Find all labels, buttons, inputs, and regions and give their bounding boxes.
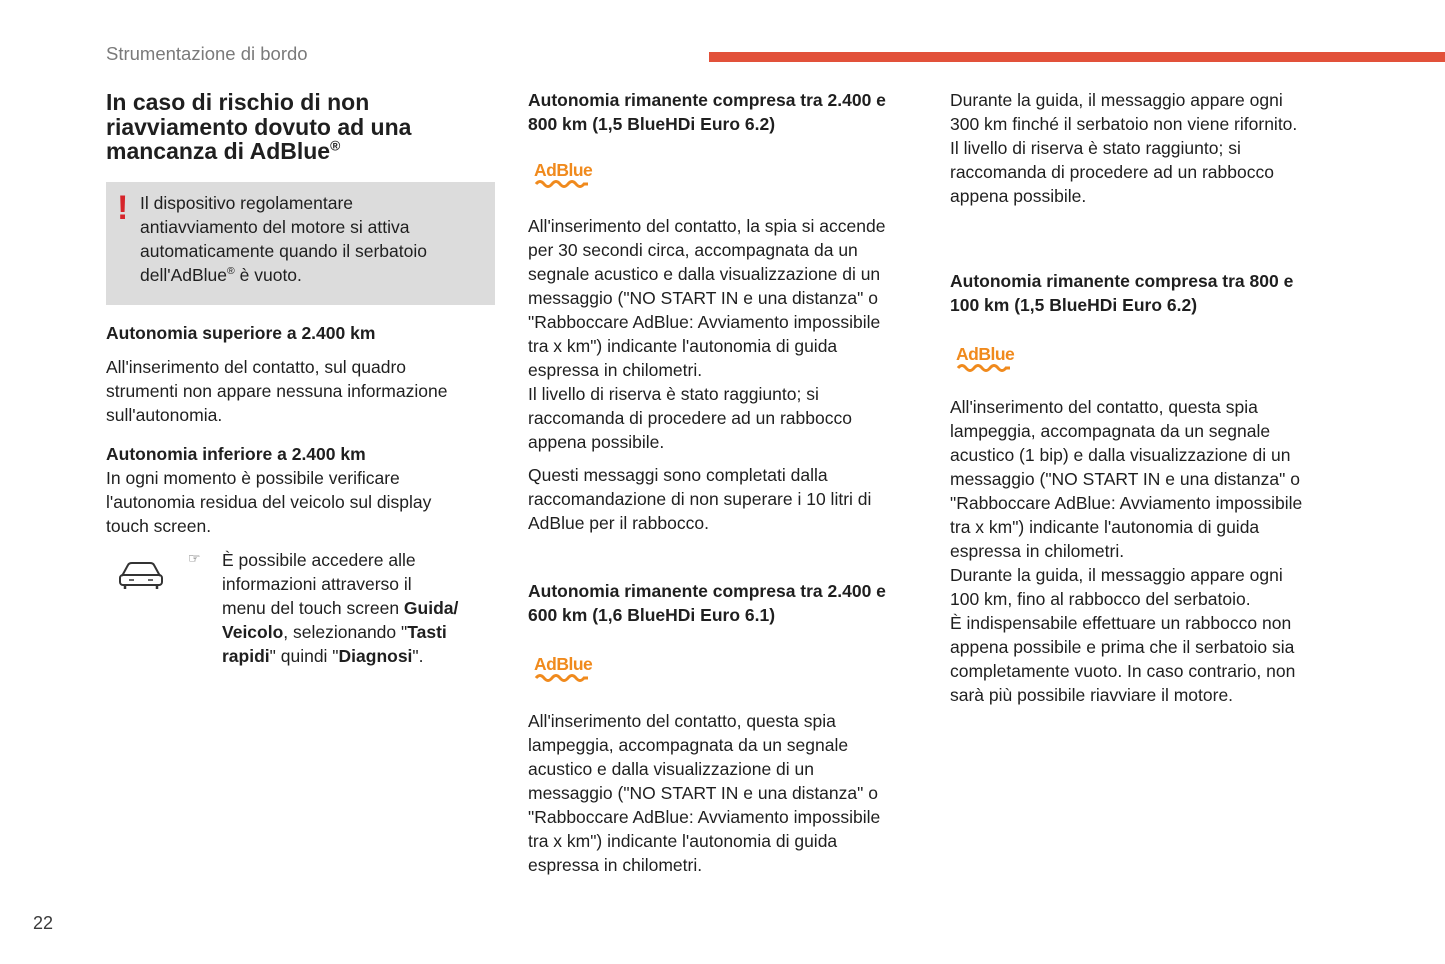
text-line: tra x km") indicante l'autonomia di guida (950, 517, 1260, 537)
text-line: In ogni momento è possibile verificare (106, 468, 400, 488)
text-line: segnale acustico e dalla visualizzazione di un (528, 264, 881, 284)
text-line: raccomanda di procedere ad un rabbocco (528, 408, 852, 428)
text-line: è vuoto. (234, 265, 302, 285)
heading-below-2400: Autonomia inferiore a 2.400 km (106, 444, 366, 464)
adblue-icon-label: AdBlue (534, 654, 593, 674)
paragraph-800-100 (950, 395, 1370, 707)
text-line: strumenti non appare nessuna informazione (106, 381, 448, 401)
text-line: 100 km, fino al rabbocco del serbatoio. (950, 589, 1251, 609)
text-line: Durante la guida, il messaggio appare ogni (950, 565, 1283, 585)
text-line: Il livello di riserva è stato raggiunto; si (950, 138, 1241, 158)
section-header: Strumentazione di bordo (106, 43, 308, 64)
text-line: dell'AdBlue (140, 265, 228, 285)
text-line: All'inserimento del contatto, la spia si accende (528, 216, 886, 236)
text-line: "Rabboccare AdBlue: Avviamento impossibile (528, 312, 881, 332)
text-line: "Rabboccare AdBlue: Avviamento impossibile (528, 807, 881, 827)
registered-mark: ® (330, 138, 341, 154)
adblue-icon-label: AdBlue (534, 160, 593, 180)
paragraph-2400-600 (528, 709, 928, 877)
text-line: informazioni attraverso il (222, 574, 412, 594)
text-line: automaticamente quando il serbatoio (140, 241, 427, 261)
title-line: mancanza di AdBlue (106, 138, 331, 164)
menu-path-text: Veicolo (222, 622, 284, 642)
text-line: sarà più possibile riavviare il motore. (950, 685, 1234, 705)
adblue-warning-icon (534, 654, 598, 688)
warning-icon: ! (117, 189, 129, 227)
text-line: All'inserimento del contatto, sul quadro (106, 357, 407, 377)
text-line: raccomandazione di non superare i 10 litri di (528, 489, 872, 509)
text-line: messaggio ("NO START IN e una distanza" o (528, 783, 878, 803)
menu-path-text: rapidi (222, 646, 270, 666)
menu-path-text: Diagnosi (338, 646, 413, 666)
text-line: Autonomia rimanente compresa tra 2.400 e (528, 90, 886, 110)
text-line: acustico (1 bip) e dalla visualizzazione di un (950, 445, 1291, 465)
paragraph-below-2400 (106, 466, 496, 538)
text-line: espressa in chilometri. (950, 541, 1125, 561)
text-line: 100 km (1,5 BlueHDi Euro 6.2) (950, 295, 1198, 315)
text-line: espressa in chilometri. (528, 360, 703, 380)
warning-box (106, 182, 495, 305)
menu-path-text: Guida/ (403, 598, 459, 618)
text-line: "Rabboccare AdBlue: Avviamento impossibile (950, 493, 1303, 513)
text-line: Il livello di riserva è stato raggiunto; si (528, 384, 819, 404)
text-line: appena possibile e prima che il serbatoio sia (950, 637, 1295, 657)
text-line: tra x km") indicante l'autonomia di guida (528, 831, 838, 851)
text-line: , selezionando " (283, 622, 408, 642)
menu-path-text: Tasti (407, 622, 447, 642)
text-line: raccomanda di procedere ad un rabbocco (950, 162, 1274, 182)
text-line: È indispensabile effettuare un rabbocco non (950, 613, 1292, 633)
tip-paragraph (222, 548, 492, 668)
text-line: All'inserimento del contatto, questa spia (528, 711, 836, 731)
paragraph-refill-limit (528, 463, 928, 535)
text-line: acustico e dalla visualizzazione di un (528, 759, 814, 779)
registered-mark: ® (227, 265, 235, 278)
text-line: lampeggia, accompagnata da un segnale (950, 421, 1271, 441)
text-line: espressa in chilometri. (528, 855, 703, 875)
text-line: ". (412, 646, 424, 666)
text-line: l'autonomia residua del veicolo sul display (106, 492, 432, 512)
text-line: Autonomia rimanente compresa tra 2.400 e (528, 581, 886, 601)
text-line: Questi messaggi sono completati dalla (528, 465, 828, 485)
text-line: menu del touch screen (222, 598, 404, 618)
warning-text (140, 191, 485, 287)
adblue-warning-icon (534, 160, 598, 194)
text-line: completamente vuoto. In caso contrario, non (950, 661, 1296, 681)
text-line: appena possibile. (950, 186, 1087, 206)
text-line: appena possibile. (528, 432, 665, 452)
car-icon (118, 558, 164, 595)
title-line: riavviamento dovuto ad una (106, 113, 412, 140)
page-title (106, 90, 466, 164)
text-line: touch screen. (106, 516, 212, 536)
text-line: 600 km (1,6 BlueHDi Euro 6.1) (528, 605, 776, 625)
heading-2400-600 (528, 579, 918, 627)
text-line: messaggio ("NO START IN e una distanza" o (950, 469, 1300, 489)
text-line: Durante la guida, il messaggio appare ogni (950, 90, 1283, 110)
text-line: tra x km") indicante l'autonomia di guida (528, 336, 838, 356)
heading-800-100 (950, 269, 1350, 317)
text-line: È possibile accedere alle (222, 550, 416, 570)
heading-above-2400: Autonomia superiore a 2.400 km (106, 323, 376, 343)
text-line: per 30 secondi circa, accompagnata da un (528, 240, 858, 260)
text-line: Autonomia rimanente compresa tra 800 e (950, 271, 1294, 291)
page-number: 22 (33, 913, 54, 933)
header-accent-bar (709, 52, 1445, 62)
pointing-hand-icon: ☞ (188, 550, 201, 566)
paragraph-2400-800 (528, 214, 928, 454)
text-line: messaggio ("NO START IN e una distanza" o (528, 288, 878, 308)
text-line: 800 km (1,5 BlueHDi Euro 6.2) (528, 114, 776, 134)
adblue-icon-label: AdBlue (956, 344, 1015, 364)
adblue-warning-icon (956, 344, 1020, 378)
text-line: antiavviamento del motore si attiva (140, 217, 410, 237)
paragraph-every-300km (950, 88, 1350, 208)
text-line: lampeggia, accompagnata da un segnale (528, 735, 849, 755)
text-line: AdBlue per il rabbocco. (528, 513, 709, 533)
paragraph-above-2400 (106, 355, 496, 427)
text-line: " quindi " (269, 646, 339, 666)
text-line: Il dispositivo regolamentare (140, 193, 354, 213)
text-line: All'inserimento del contatto, questa spia (950, 397, 1258, 417)
heading-2400-800 (528, 88, 918, 136)
text-line: sull'autonomia. (106, 405, 223, 425)
title-line: In caso di rischio di non (106, 89, 370, 115)
text-line: 300 km finché il serbatoio non viene rifornito. (950, 114, 1298, 134)
